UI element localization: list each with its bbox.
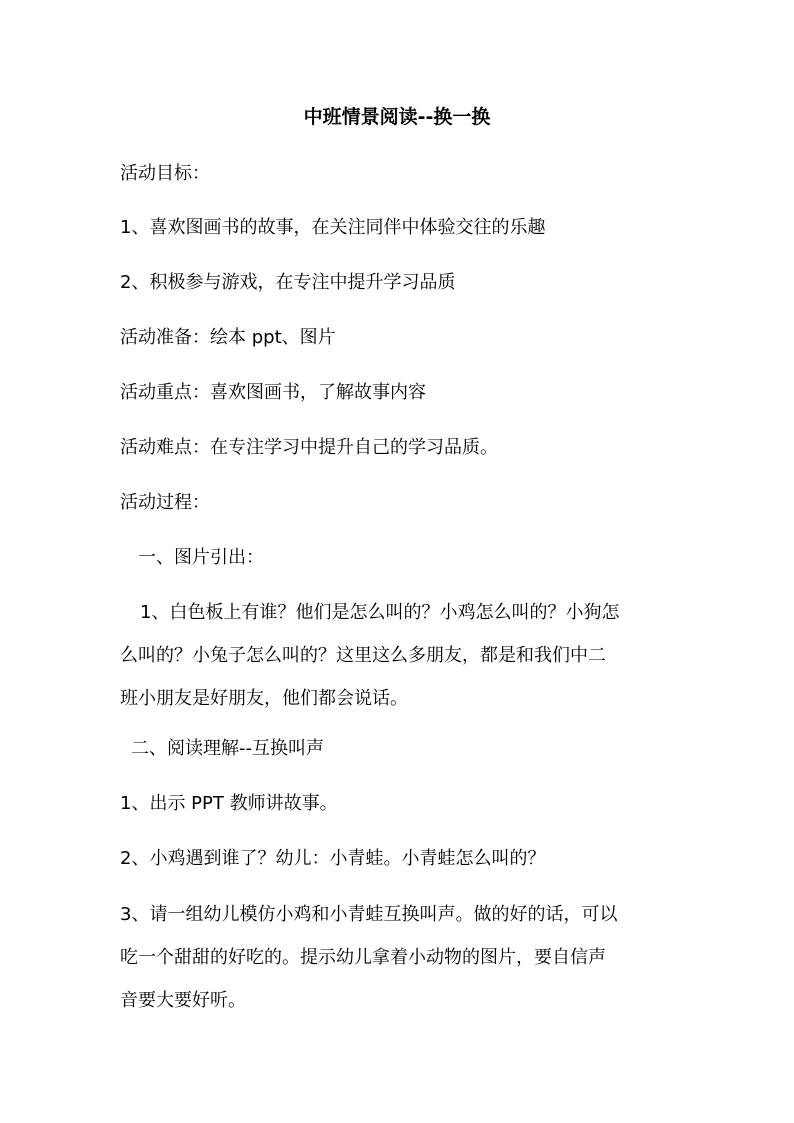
step-1-line-3: 班小朋友是好朋友，他们都会说话。 (120, 688, 408, 709)
item-3-line-2: 吃一个甜甜的好吃的。提示幼儿拿着小动物的图片，要自信声 (120, 947, 606, 968)
focus-line: 活动重点：喜欢图画书，了解故事内容 (120, 382, 426, 403)
difficulty-line: 活动难点：在专注学习中提升自己的学习品质。 (120, 437, 498, 458)
step-1-paragraph (120, 591, 680, 720)
section-heading-2: 二、阅读理解--互换叫声 (131, 738, 324, 759)
process-item-3-paragraph (120, 893, 680, 1022)
process-heading: 活动过程： (120, 492, 210, 513)
goal-item-2: 2、积极参与游戏，在专注中提升学习品质 (120, 272, 456, 293)
goal-item-1: 1、喜欢图画书的故事，在关注同伴中体验交往的乐趣 (120, 217, 546, 238)
goal-heading: 活动目标： (120, 163, 210, 184)
document-title: 中班情景阅读--换一换 (303, 106, 491, 128)
process-item-1: 1、出示 PPT 教师讲故事。 (120, 793, 338, 814)
process-item-2: 2、小鸡遇到谁了？幼儿：小青蛙。小青蛙怎么叫的？ (120, 848, 546, 869)
item-3-line-3: 音要大要好听。 (120, 990, 246, 1011)
item-3-line-1: 3、请一组幼儿模仿小鸡和小青蛙互换叫声。做的好的话，可以 (120, 904, 618, 925)
section-heading-1: 一、图片引出： (138, 547, 264, 568)
step-1-line-1: 1、白色板上有谁？他们是怎么叫的？小鸡怎么叫的？小狗怎 (140, 602, 620, 623)
step-1-line-2: 么叫的？小兔子怎么叫的？这里这么多朋友，都是和我们中二 (120, 645, 606, 666)
preparation-line: 活动准备：绘本 ppt、图片 (120, 327, 336, 348)
